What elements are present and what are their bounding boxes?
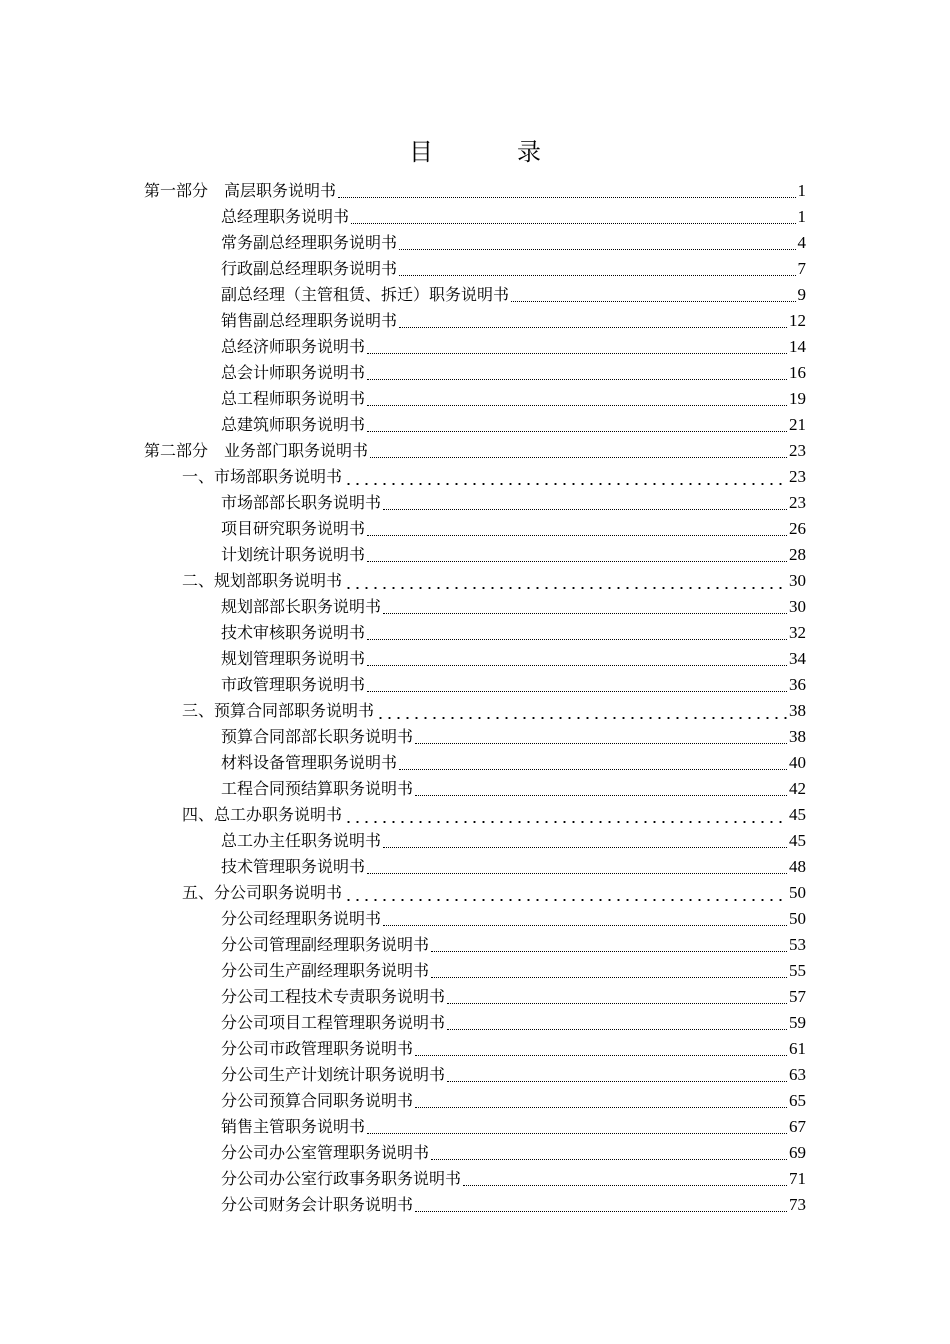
toc-entry-title: 分公司生产计划统计职务说明书: [221, 1065, 446, 1084]
toc-entry-title: 规划管理职务说明书: [221, 649, 366, 668]
toc-entry-page-number: 53: [789, 935, 806, 954]
dot-leader: [351, 204, 795, 230]
toc-entry[interactable]: [144, 906, 806, 932]
dot-leader: [399, 308, 787, 334]
toc-entry[interactable]: [144, 1036, 806, 1062]
toc-entry-page-number: 1: [797, 207, 806, 226]
toc-entry[interactable]: [144, 1166, 806, 1192]
toc-entry-page-number: 71: [789, 1169, 806, 1188]
toc-entry[interactable]: [144, 828, 806, 854]
dot-leader: [383, 906, 787, 932]
toc-entry-title: 规划部部长职务说明书: [221, 597, 382, 616]
toc-entry-page-number: 59: [789, 1013, 806, 1032]
toc-entry-page-number: 73: [789, 1195, 806, 1214]
dot-leader: [415, 724, 787, 750]
toc-entry[interactable]: [144, 412, 806, 438]
toc-entry-title: 技术审核职务说明书: [221, 623, 366, 642]
toc-entry-title: 二、规划部职务说明书: [182, 571, 343, 590]
toc-entry-title: 副总经理（主管租赁、拆迁）职务说明书: [221, 285, 510, 304]
dot-leader: [344, 464, 787, 490]
toc-entry-page-number: 40: [789, 753, 806, 772]
dot-leader: [431, 958, 787, 984]
dot-leader: [447, 1062, 787, 1088]
toc-entry-page-number: 36: [789, 675, 806, 694]
toc-entry-title: 技术管理职务说明书: [221, 857, 366, 876]
toc-entry[interactable]: [144, 516, 806, 542]
toc-entry[interactable]: [144, 776, 806, 802]
toc-entry-page-number: 50: [789, 909, 806, 928]
dot-leader: [367, 412, 787, 438]
toc-entry-title: 分公司经理职务说明书: [221, 909, 382, 928]
toc-entry-title: 一、市场部职务说明书: [182, 467, 343, 486]
toc-entry-page-number: 50: [789, 883, 806, 902]
dot-leader: [367, 646, 787, 672]
dot-leader: [367, 516, 787, 542]
dot-leader: [367, 334, 787, 360]
toc-entry[interactable]: [144, 594, 806, 620]
page-title: 目 录: [409, 138, 571, 166]
toc-entry-title: 第二部分 业务部门职务说明书: [144, 441, 369, 460]
dot-leader: [383, 828, 787, 854]
toc-entry[interactable]: [144, 230, 806, 256]
table-of-contents: [144, 178, 806, 1218]
toc-entry-page-number: 26: [789, 519, 806, 538]
toc-entry-page-number: 45: [789, 831, 806, 850]
toc-entry[interactable]: [144, 1114, 806, 1140]
toc-entry-title: 项目研究职务说明书: [221, 519, 366, 538]
toc-entry-page-number: 23: [789, 493, 806, 512]
toc-entry-title: 分公司办公室管理职务说明书: [221, 1143, 430, 1162]
toc-entry-page-number: 42: [789, 779, 806, 798]
dot-leader: [415, 776, 787, 802]
dot-leader: [367, 620, 787, 646]
toc-entry[interactable]: [144, 620, 806, 646]
toc-entry[interactable]: [144, 1192, 806, 1218]
toc-entry-page-number: 63: [789, 1065, 806, 1084]
toc-entry[interactable]: [144, 984, 806, 1010]
toc-entry-page-number: 38: [789, 701, 806, 720]
toc-entry[interactable]: [144, 334, 806, 360]
toc-entry[interactable]: [144, 256, 806, 282]
dot-leader: [415, 1192, 787, 1218]
dot-leader: [376, 698, 787, 724]
dot-leader: [399, 230, 795, 256]
toc-entry-title: 总经济师职务说明书: [221, 337, 366, 356]
dot-leader: [367, 1114, 787, 1140]
toc-entry-title: 材料设备管理职务说明书: [221, 753, 398, 772]
toc-entry[interactable]: [144, 724, 806, 750]
toc-entry-page-number: 1: [797, 181, 806, 200]
toc-entry-title: 分公司办公室行政事务职务说明书: [221, 1169, 462, 1188]
dot-leader: [511, 282, 795, 308]
toc-entry-title: 总会计师职务说明书: [221, 363, 366, 382]
toc-entry-page-number: 69: [789, 1143, 806, 1162]
toc-entry[interactable]: [144, 204, 806, 230]
toc-entry-title: 分公司市政管理职务说明书: [221, 1039, 414, 1058]
toc-entry-title: 三、预算合同部职务说明书: [182, 701, 375, 720]
dot-leader: [431, 932, 787, 958]
toc-entry[interactable]: [144, 178, 806, 204]
toc-entry-title: 市场部部长职务说明书: [221, 493, 382, 512]
dot-leader: [399, 256, 795, 282]
toc-entry-title: 分公司项目工程管理职务说明书: [221, 1013, 446, 1032]
toc-entry[interactable]: [144, 282, 806, 308]
toc-entry-title: 分公司工程技术专责职务说明书: [221, 987, 446, 1006]
dot-leader: [367, 360, 787, 386]
toc-entry[interactable]: [144, 1062, 806, 1088]
dot-leader: [344, 802, 787, 828]
toc-entry[interactable]: [144, 542, 806, 568]
toc-entry-page-number: 23: [789, 467, 806, 486]
toc-entry[interactable]: [144, 568, 806, 594]
toc-entry-title: 第一部分 高层职务说明书: [144, 181, 337, 200]
toc-entry-page-number: 30: [789, 597, 806, 616]
toc-entry-title: 总工办主任职务说明书: [221, 831, 382, 850]
toc-entry-title: 销售主管职务说明书: [221, 1117, 366, 1136]
toc-entry-title: 五、分公司职务说明书: [182, 883, 343, 902]
toc-entry-page-number: 28: [789, 545, 806, 564]
dot-leader: [344, 880, 787, 906]
dot-leader: [367, 542, 787, 568]
toc-entry-page-number: 30: [789, 571, 806, 590]
toc-entry-page-number: 38: [789, 727, 806, 746]
toc-entry-title: 总建筑师职务说明书: [221, 415, 366, 434]
toc-entry-title: 常务副总经理职务说明书: [221, 233, 398, 252]
dot-leader: [367, 386, 787, 412]
toc-entry-title: 分公司管理副经理职务说明书: [221, 935, 430, 954]
dot-leader: [415, 1088, 787, 1114]
dot-leader: [463, 1166, 787, 1192]
toc-entry-page-number: 16: [789, 363, 806, 382]
toc-entry[interactable]: [144, 464, 806, 490]
toc-entry-page-number: 14: [789, 337, 806, 356]
toc-entry[interactable]: [144, 672, 806, 698]
toc-entry[interactable]: [144, 1088, 806, 1114]
toc-entry-page-number: 67: [789, 1117, 806, 1136]
toc-entry[interactable]: [144, 698, 806, 724]
toc-entry[interactable]: [144, 880, 806, 906]
toc-entry-title: 行政副总经理职务说明书: [221, 259, 398, 278]
toc-entry-page-number: 55: [789, 961, 806, 980]
toc-entry-page-number: 48: [789, 857, 806, 876]
toc-entry-title: 市政管理职务说明书: [221, 675, 366, 694]
toc-entry[interactable]: [144, 958, 806, 984]
dot-leader: [367, 854, 787, 880]
dot-leader: [399, 750, 787, 776]
toc-entry-title: 工程合同预结算职务说明书: [221, 779, 414, 798]
toc-entry-title: 总工程师职务说明书: [221, 389, 366, 408]
toc-entry-title: 分公司财务会计职务说明书: [221, 1195, 414, 1214]
toc-entry[interactable]: [144, 802, 806, 828]
toc-entry-page-number: 19: [789, 389, 806, 408]
toc-entry-page-number: 9: [797, 285, 806, 304]
toc-entry-title: 计划统计职务说明书: [221, 545, 366, 564]
toc-entry-page-number: 61: [789, 1039, 806, 1058]
toc-entry[interactable]: [144, 490, 806, 516]
dot-leader: [367, 672, 787, 698]
dot-leader: [447, 1010, 787, 1036]
dot-leader: [415, 1036, 787, 1062]
toc-entry-page-number: 23: [789, 441, 806, 460]
dot-leader: [431, 1140, 787, 1166]
toc-entry[interactable]: [144, 386, 806, 412]
toc-entry-title: 分公司生产副经理职务说明书: [221, 961, 430, 980]
toc-entry[interactable]: [144, 308, 806, 334]
toc-entry-page-number: 21: [789, 415, 806, 434]
toc-entry-page-number: 12: [789, 311, 806, 330]
dot-leader: [383, 594, 787, 620]
dot-leader: [447, 984, 787, 1010]
toc-entry-title: 销售副总经理职务说明书: [221, 311, 398, 330]
toc-entry-title: 四、总工办职务说明书: [182, 805, 343, 824]
toc-entry-page-number: 7: [797, 259, 806, 278]
dot-leader: [370, 438, 787, 464]
toc-entry[interactable]: [144, 932, 806, 958]
toc-entry-page-number: 4: [797, 233, 806, 252]
toc-entry[interactable]: [144, 360, 806, 386]
toc-entry-title: 分公司预算合同职务说明书: [221, 1091, 414, 1110]
toc-entry[interactable]: [144, 646, 806, 672]
toc-entry-page-number: 32: [789, 623, 806, 642]
toc-entry[interactable]: [144, 1010, 806, 1036]
toc-entry-page-number: 57: [789, 987, 806, 1006]
toc-entry[interactable]: [144, 854, 806, 880]
dot-leader: [383, 490, 787, 516]
toc-entry[interactable]: [144, 750, 806, 776]
dot-leader: [344, 568, 787, 594]
toc-entry[interactable]: [144, 1140, 806, 1166]
dot-leader: [338, 178, 795, 204]
toc-entry-title: 总经理职务说明书: [221, 207, 350, 226]
toc-entry-title: 预算合同部部长职务说明书: [221, 727, 414, 746]
toc-entry-page-number: 65: [789, 1091, 806, 1110]
toc-entry[interactable]: [144, 438, 806, 464]
toc-entry-page-number: 34: [789, 649, 806, 668]
toc-entry-page-number: 45: [789, 805, 806, 824]
